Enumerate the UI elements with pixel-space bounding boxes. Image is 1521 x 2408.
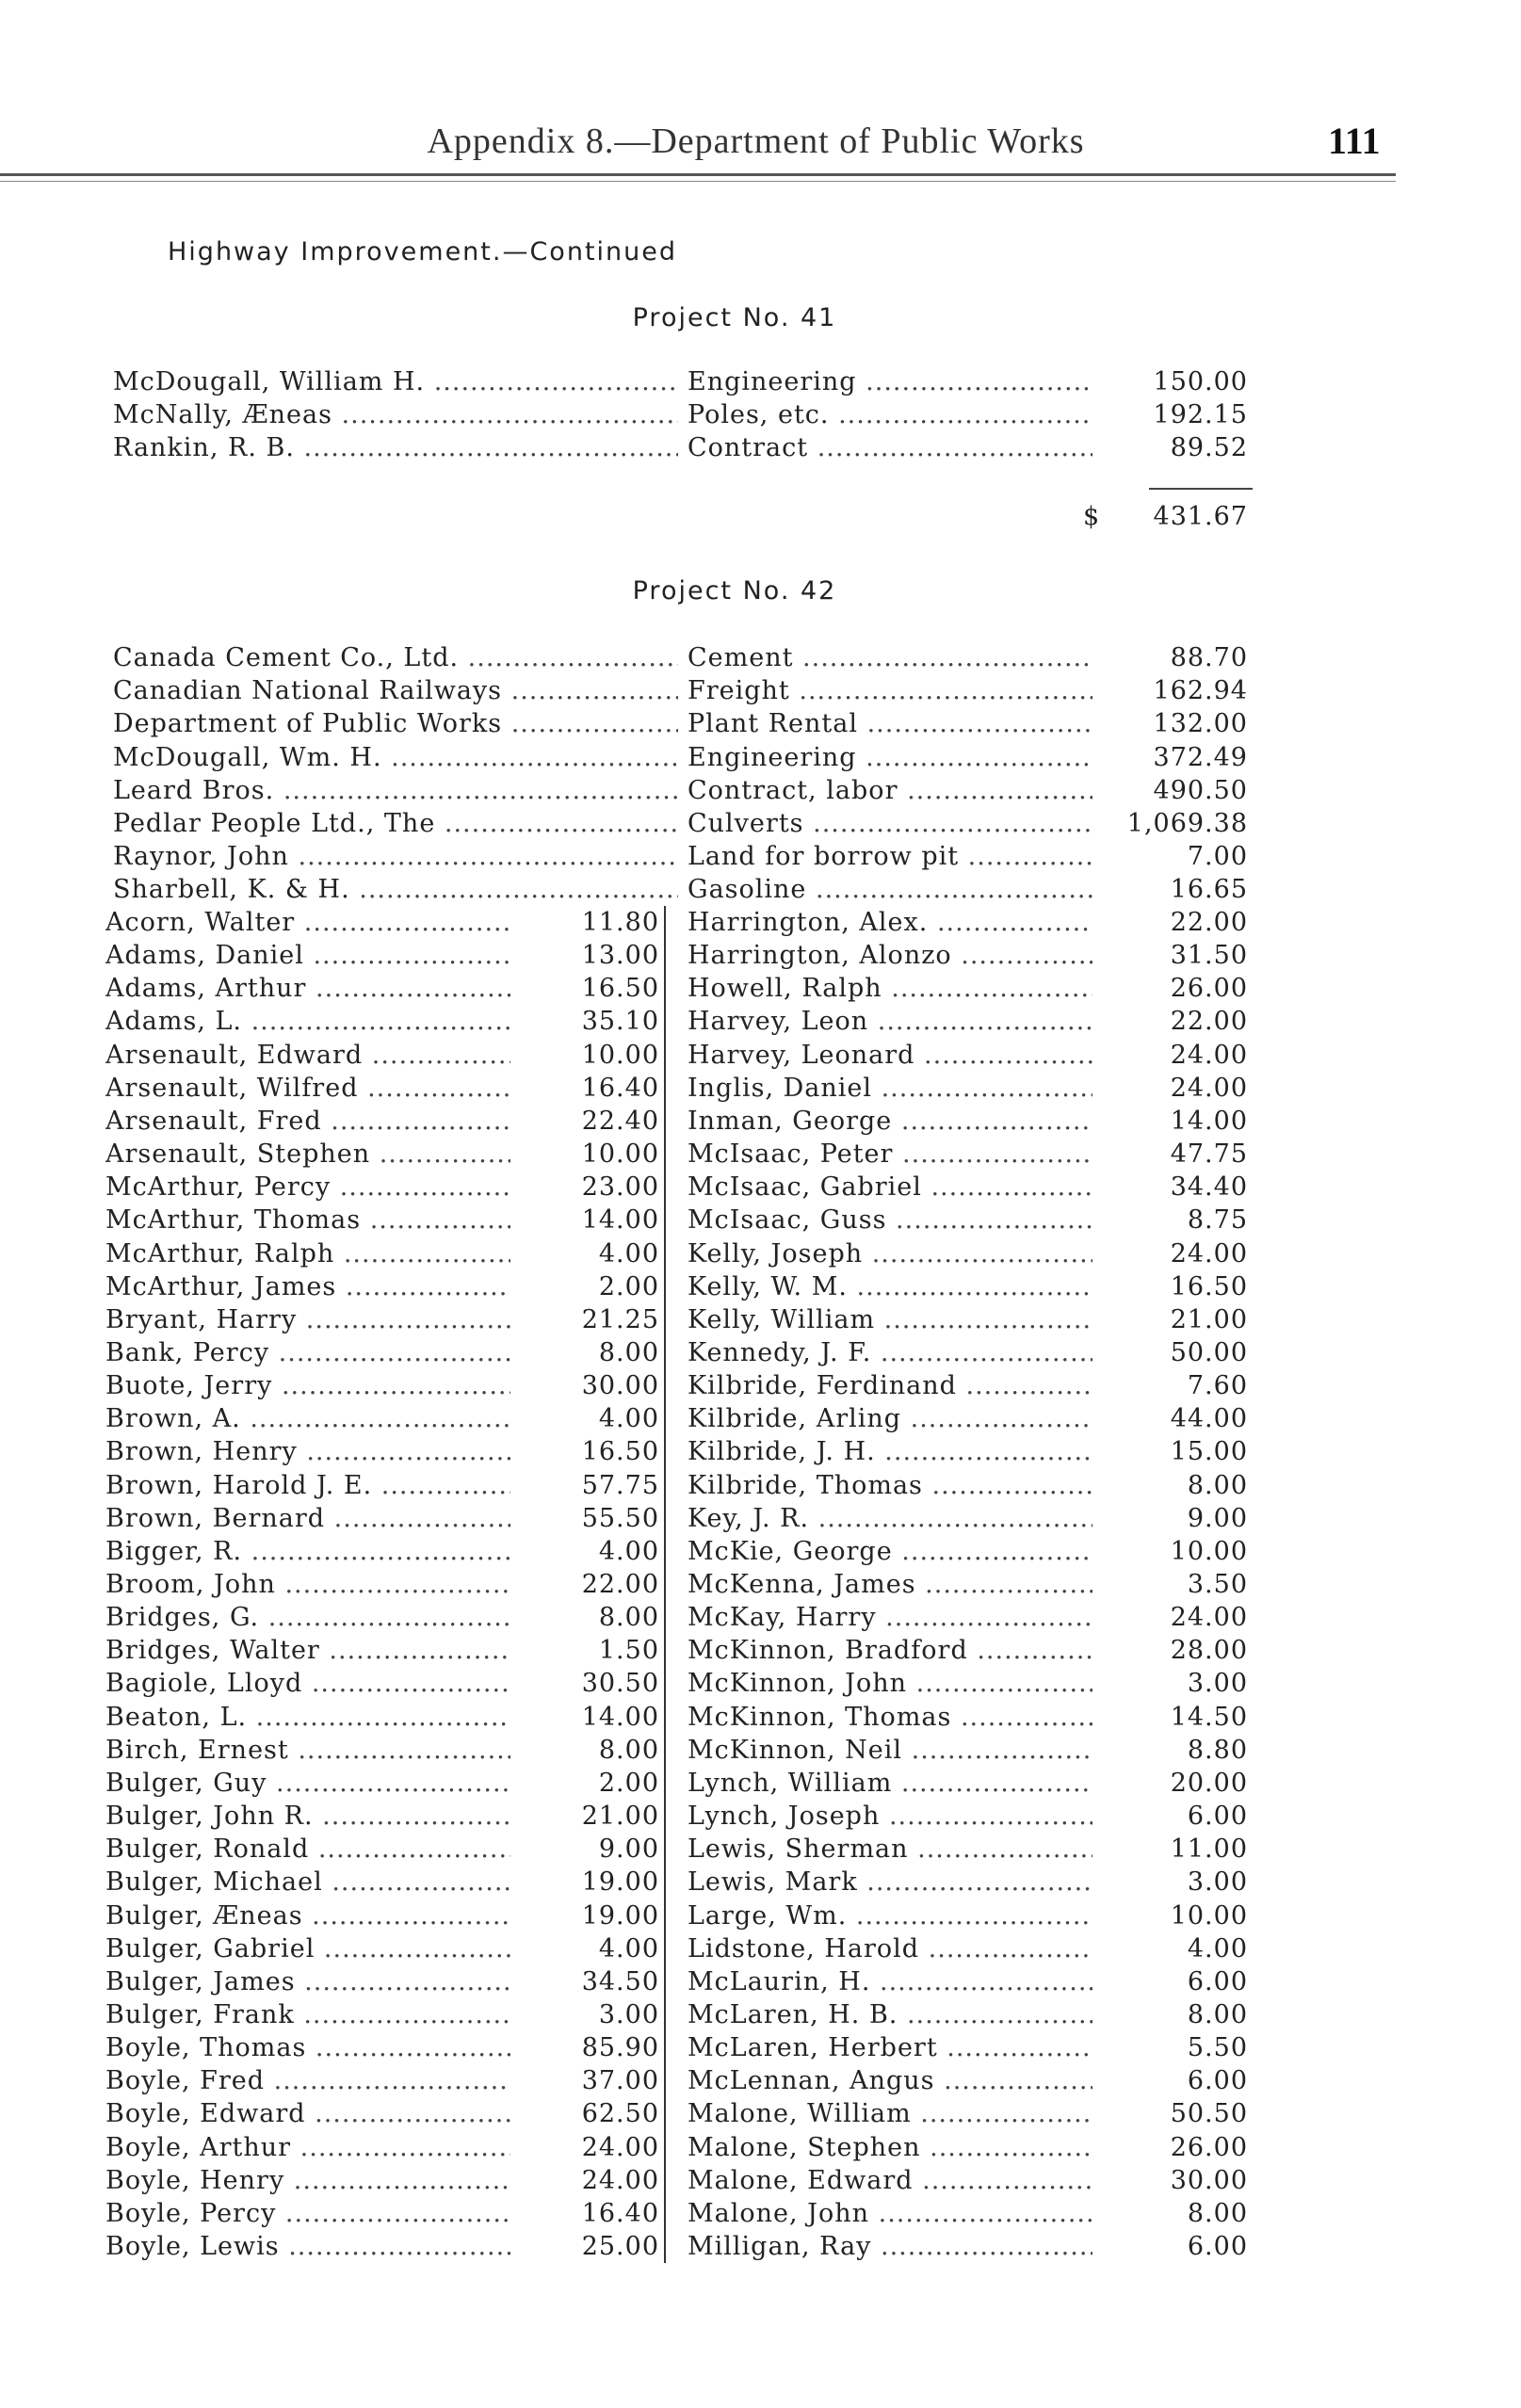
left-payment-amount: 2.00 (598, 1271, 659, 1301)
table-row (0, 1568, 1521, 1601)
payee-name: McNally, Æneas ..... (113, 398, 678, 431)
left-payment-amount: 10.00 (581, 1040, 659, 1070)
payee-name: Department of Public Works ..... (113, 707, 678, 740)
table-row (0, 1833, 1521, 1866)
left-payee-name: Bigger, R. ..... (105, 1535, 510, 1568)
payee-name: Sharbell, K. & H. ..... (113, 873, 678, 906)
left-payee-name: Brown, A. ..... (105, 1402, 510, 1435)
right-payee-name: McIsaac, Peter ..... (688, 1138, 1092, 1171)
left-payment-amount: 37.00 (581, 2066, 659, 2096)
right-payee-name: McKie, George ..... (688, 1535, 1092, 1568)
table-row (0, 1303, 1521, 1336)
left-payee-name: Bulger, Guy ..... (105, 1767, 510, 1800)
project-41-heading: Project No. 41 (632, 303, 837, 332)
payment-description: Freight ..... (688, 674, 1092, 707)
right-payee-name: Lewis, Mark ..... (688, 1866, 1092, 1899)
right-payment-amount: 8.00 (1187, 2198, 1248, 2228)
table-row (0, 1402, 1521, 1435)
left-payee-name: Boyle, Lewis ..... (105, 2230, 510, 2263)
header-rule (0, 173, 1396, 176)
payment-description: Engineering ..... (688, 365, 1092, 398)
left-payment-amount: 4.00 (598, 1238, 659, 1269)
left-payee-name: Bulger, Gabriel ..... (105, 1932, 510, 1965)
left-payment-amount: 85.90 (581, 2033, 659, 2063)
left-payee-name: Arsenault, Edward ..... (105, 1039, 510, 1072)
left-payment-amount: 11.80 (581, 908, 659, 937)
left-payee-name: Brown, Bernard ..... (105, 1502, 510, 1535)
table-row (0, 1866, 1521, 1899)
left-payment-amount: 30.50 (581, 1669, 659, 1699)
right-payee-name: Howell, Ralph ..... (688, 972, 1092, 1005)
left-payment-amount: 4.00 (598, 1404, 659, 1434)
table-row (0, 1734, 1521, 1767)
right-payment-amount: 26.00 (1170, 974, 1248, 1004)
left-payment-amount: 4.00 (598, 1536, 659, 1566)
left-payment-amount: 19.00 (581, 1867, 659, 1898)
left-payee-name: Adams, Daniel ..... (105, 939, 510, 972)
right-payment-amount: 10.00 (1170, 1900, 1248, 1931)
right-payee-name: McKinnon, John ..... (688, 1667, 1092, 1700)
table-row (0, 2097, 1521, 2130)
left-payment-amount: 62.50 (581, 2099, 659, 2129)
left-payee-name: Birch, Ernest ..... (105, 1734, 510, 1767)
table-row (0, 2197, 1521, 2230)
right-payment-amount: 50.00 (1170, 1337, 1248, 1367)
table-row (0, 1502, 1521, 1535)
right-payee-name: Harrington, Alonzo ..... (688, 939, 1092, 972)
left-payment-amount: 14.00 (581, 1205, 659, 1236)
right-payee-name: Large, Wm. ..... (688, 1899, 1092, 1932)
left-payment-amount: 34.50 (581, 1966, 659, 1996)
right-payment-amount: 31.50 (1170, 941, 1248, 971)
table-row (0, 431, 1521, 464)
table-row (0, 1270, 1521, 1303)
table-row (0, 1469, 1521, 1502)
payee-name: Canadian National Railways ..... (113, 674, 678, 707)
left-payee-name: Bulger, John R. ..... (105, 1800, 510, 1833)
left-payee-name: Buote, Jerry ..... (105, 1369, 510, 1402)
left-payee-name: Beaton, L. ..... (105, 1701, 510, 1734)
table-row (0, 1039, 1521, 1072)
right-payee-name: McKinnon, Thomas ..... (688, 1701, 1092, 1734)
table-row (0, 1005, 1521, 1038)
payment-description: Gasoline ..... (688, 873, 1092, 906)
table-row (0, 1105, 1521, 1138)
payee-name: Raynor, John ..... (113, 840, 678, 873)
right-payment-amount: 3.50 (1187, 1570, 1248, 1599)
right-payee-name: Kilbride, Ferdinand ..... (688, 1369, 1092, 1402)
right-payee-name: McIsaac, Guss ..... (688, 1204, 1092, 1236)
left-payee-name: Arsenault, Fred ..... (105, 1105, 510, 1138)
left-payment-amount: 4.00 (598, 1933, 659, 1964)
left-payment-amount: 24.00 (581, 2165, 659, 2195)
table-row (0, 873, 1521, 906)
table-row (0, 1171, 1521, 1204)
left-payee-name: Bulger, Æneas ..... (105, 1899, 510, 1932)
left-payee-name: Bulger, Frank ..... (105, 1998, 510, 2031)
right-payment-amount: 3.00 (1187, 1867, 1248, 1898)
table-row (0, 1072, 1521, 1105)
left-payee-name: McArthur, Thomas ..... (105, 1204, 510, 1236)
left-payee-name: Arsenault, Wilfred ..... (105, 1072, 510, 1105)
table-row (0, 774, 1521, 807)
right-payment-amount: 8.00 (1187, 1999, 1248, 2029)
right-payee-name: McLaren, H. B. ..... (688, 1998, 1092, 2031)
left-payee-name: Arsenault, Stephen ..... (105, 1138, 510, 1171)
right-payment-amount: 24.00 (1170, 1073, 1248, 1103)
payment-description: Plant Rental ..... (688, 707, 1092, 740)
right-payee-name: McKay, Harry ..... (688, 1601, 1092, 1634)
table-row (0, 1435, 1521, 1468)
right-payment-amount: 4.00 (1187, 1933, 1248, 1964)
payment-amount: 89.52 (1170, 433, 1248, 462)
left-payee-name: Bulger, Michael ..... (105, 1866, 510, 1899)
payment-amount: 1,069.38 (1126, 809, 1248, 838)
right-payment-amount: 28.00 (1170, 1636, 1248, 1666)
table-row (0, 398, 1521, 431)
left-payment-amount: 21.00 (581, 1802, 659, 1832)
left-payment-amount: 19.00 (581, 1900, 659, 1931)
left-payment-amount: 8.00 (598, 1603, 659, 1633)
left-payee-name: Bank, Percy ..... (105, 1336, 510, 1369)
dollar-sign: $ (1083, 502, 1100, 531)
left-payment-amount: 3.00 (598, 1999, 659, 2029)
page-number: 111 (1328, 120, 1381, 162)
left-payment-amount: 13.00 (581, 941, 659, 971)
table-row (0, 1204, 1521, 1236)
right-payee-name: Lidstone, Harold ..... (688, 1932, 1092, 1965)
table-row (0, 1965, 1521, 1998)
right-payment-amount: 6.00 (1187, 1802, 1248, 1832)
right-payment-amount: 22.00 (1170, 1007, 1248, 1037)
right-payment-amount: 24.00 (1170, 1238, 1248, 1269)
payment-amount: 132.00 (1153, 709, 1248, 739)
right-payee-name: McLennan, Angus ..... (688, 2064, 1092, 2097)
left-payee-name: McArthur, James ..... (105, 1270, 510, 1303)
right-payment-amount: 14.50 (1170, 1702, 1248, 1732)
table-row (0, 1336, 1521, 1369)
right-payment-amount: 8.75 (1187, 1205, 1248, 1236)
right-payee-name: Kilbride, J. H. ..... (688, 1435, 1092, 1468)
payee-name: McDougall, William H. ..... (113, 365, 678, 398)
table-row (0, 2031, 1521, 2064)
table-row (0, 1899, 1521, 1932)
right-payment-amount: 6.00 (1187, 2232, 1248, 2261)
left-payment-amount: 14.00 (581, 1702, 659, 1732)
right-payment-amount: 3.00 (1187, 1669, 1248, 1699)
table-row (0, 906, 1521, 939)
left-payment-amount: 16.50 (581, 1437, 659, 1467)
payment-amount: 16.65 (1170, 875, 1248, 905)
total-rule (1149, 488, 1253, 490)
table-row (0, 1138, 1521, 1171)
right-payment-amount: 24.00 (1170, 1040, 1248, 1070)
right-payment-amount: 24.00 (1170, 1603, 1248, 1633)
right-payee-name: Harrington, Alex. ..... (688, 906, 1092, 939)
left-payee-name: Bridges, Walter ..... (105, 1634, 510, 1667)
left-payee-name: Brown, Harold J. E. ..... (105, 1469, 510, 1502)
left-payment-amount: 10.00 (581, 1139, 659, 1170)
right-payment-amount: 21.00 (1170, 1304, 1248, 1334)
total-amount: 431.67 (1153, 502, 1248, 531)
right-payee-name: Kilbride, Arling ..... (688, 1402, 1092, 1435)
table-row (0, 1767, 1521, 1800)
left-payment-amount: 21.25 (581, 1304, 659, 1334)
table-row (0, 1701, 1521, 1734)
left-payee-name: Adams, L. ..... (105, 1005, 510, 1038)
left-payment-amount: 16.40 (581, 1073, 659, 1103)
right-payment-amount: 5.50 (1187, 2033, 1248, 2063)
right-payment-amount: 14.00 (1170, 1106, 1248, 1136)
right-payment-amount: 20.00 (1170, 1768, 1248, 1798)
table-row (0, 1369, 1521, 1402)
payee-name: Canada Cement Co., Ltd. ..... (113, 641, 678, 674)
table-row (0, 1932, 1521, 1965)
right-payment-amount: 7.60 (1187, 1371, 1248, 1401)
right-payee-name: Lynch, Joseph ..... (688, 1800, 1092, 1833)
right-payment-amount: 8.80 (1187, 1735, 1248, 1765)
left-payee-name: Bryant, Harry ..... (105, 1303, 510, 1336)
right-payee-name: McKinnon, Bradford ..... (688, 1634, 1092, 1667)
payment-amount: 88.70 (1170, 643, 1248, 672)
right-payee-name: Malone, Stephen ..... (688, 2131, 1092, 2164)
table-row (0, 2064, 1521, 2097)
left-payee-name: McArthur, Percy ..... (105, 1171, 510, 1204)
right-payment-amount: 11.00 (1170, 1834, 1248, 1865)
payment-amount: 7.00 (1187, 842, 1248, 872)
left-payee-name: Brown, Henry ..... (105, 1435, 510, 1468)
table-row (0, 2131, 1521, 2164)
table-row (0, 365, 1521, 398)
left-payee-name: Bagiole, Lloyd ..... (105, 1667, 510, 1700)
table-row (0, 2230, 1521, 2263)
right-payee-name: Malone, William ..... (688, 2097, 1092, 2130)
payment-amount: 372.49 (1153, 742, 1248, 772)
right-payment-amount: 50.50 (1170, 2099, 1248, 2129)
running-head: Appendix 8.—Department of Public Works (427, 121, 1085, 161)
right-payee-name: Lewis, Sherman ..... (688, 1833, 1092, 1866)
left-payment-amount: 8.00 (598, 1337, 659, 1367)
table-row (0, 840, 1521, 873)
left-payment-amount: 35.10 (581, 1007, 659, 1037)
project-42-heading: Project No. 42 (632, 576, 837, 606)
column-divider (664, 906, 666, 2263)
right-payment-amount: 26.00 (1170, 2132, 1248, 2162)
project-41-total (0, 499, 1521, 535)
payment-description: Contract ..... (688, 431, 1092, 464)
right-payment-amount: 30.00 (1170, 2165, 1248, 2195)
payment-description: Cement ..... (688, 641, 1092, 674)
table-row (0, 1800, 1521, 1833)
payment-amount: 192.15 (1153, 400, 1248, 429)
right-payee-name: McLaurin, H. ..... (688, 1965, 1092, 1998)
right-payment-amount: 34.40 (1170, 1172, 1248, 1203)
right-payee-name: McKinnon, Neil ..... (688, 1734, 1092, 1767)
right-payee-name: Malone, Edward ..... (688, 2164, 1092, 2197)
right-payment-amount: 16.50 (1170, 1271, 1248, 1301)
right-payee-name: Inman, George ..... (688, 1105, 1092, 1138)
table-row (0, 939, 1521, 972)
payee-name: McDougall, Wm. H. ..... (113, 741, 678, 774)
right-payee-name: Kelly, W. M. ..... (688, 1270, 1092, 1303)
left-payment-amount: 25.00 (581, 2232, 659, 2261)
table-row (0, 1601, 1521, 1634)
right-payee-name: Inglis, Daniel ..... (688, 1072, 1092, 1105)
left-payment-amount: 24.00 (581, 2132, 659, 2162)
payee-name: Rankin, R. B. ..... (113, 431, 678, 464)
left-payee-name: Adams, Arthur ..... (105, 972, 510, 1005)
right-payee-name: Lynch, William ..... (688, 1767, 1092, 1800)
payment-description: Land for borrow pit ..... (688, 840, 1092, 873)
table-row (0, 1634, 1521, 1667)
table-row (0, 1237, 1521, 1270)
payment-amount: 162.94 (1153, 676, 1248, 706)
right-payee-name: Harvey, Leonard ..... (688, 1039, 1092, 1072)
table-row (0, 807, 1521, 840)
header-rule-thin (0, 181, 1396, 182)
left-payee-name: Acorn, Walter ..... (105, 906, 510, 939)
table-row (0, 674, 1521, 707)
right-payment-amount: 10.00 (1170, 1536, 1248, 1566)
right-payee-name: Harvey, Leon ..... (688, 1005, 1092, 1038)
right-payment-amount: 8.00 (1187, 1470, 1248, 1500)
payment-description: Engineering ..... (688, 741, 1092, 774)
table-row (0, 1535, 1521, 1568)
right-payee-name: McIsaac, Gabriel ..... (688, 1171, 1092, 1204)
left-payment-amount: 55.50 (581, 1503, 659, 1533)
left-payee-name: Boyle, Henry ..... (105, 2164, 510, 2197)
right-payee-name: Kilbride, Thomas ..... (688, 1469, 1092, 1502)
left-payment-amount: 16.50 (581, 974, 659, 1004)
right-payee-name: Kelly, Joseph ..... (688, 1237, 1092, 1270)
right-payee-name: Kennedy, J. F. ..... (688, 1336, 1092, 1369)
left-payment-amount: 57.75 (581, 1470, 659, 1500)
payment-description: Contract, labor ..... (688, 774, 1092, 807)
table-row (0, 641, 1521, 674)
table-row (0, 1667, 1521, 1700)
left-payee-name: Broom, John ..... (105, 1568, 510, 1601)
left-payment-amount: 16.40 (581, 2198, 659, 2228)
payment-description: Poles, etc. ..... (688, 398, 1092, 431)
left-payment-amount: 30.00 (581, 1371, 659, 1401)
right-payment-amount: 6.00 (1187, 1966, 1248, 1996)
left-payee-name: Boyle, Edward ..... (105, 2097, 510, 2130)
table-row (0, 1998, 1521, 2031)
table-row (0, 707, 1521, 740)
payment-description: Culverts ..... (688, 807, 1092, 840)
left-payment-amount: 1.50 (598, 1636, 659, 1666)
left-payee-name: Boyle, Arthur ..... (105, 2131, 510, 2164)
left-payee-name: Bulger, James ..... (105, 1965, 510, 1998)
right-payment-amount: 15.00 (1170, 1437, 1248, 1467)
right-payment-amount: 6.00 (1187, 2066, 1248, 2096)
left-payee-name: McArthur, Ralph ..... (105, 1237, 510, 1270)
left-payment-amount: 23.00 (581, 1172, 659, 1203)
right-payment-amount: 47.75 (1170, 1139, 1248, 1170)
right-payee-name: McKenna, James ..... (688, 1568, 1092, 1601)
payee-name: Pedlar People Ltd., The ..... (113, 807, 678, 840)
left-payee-name: Boyle, Thomas ..... (105, 2031, 510, 2064)
left-payment-amount: 22.40 (581, 1106, 659, 1136)
section-title: Highway Improvement.—Continued (168, 237, 678, 267)
right-payment-amount: 22.00 (1170, 908, 1248, 937)
payee-name: Leard Bros. ..... (113, 774, 678, 807)
right-payee-name: Kelly, William ..... (688, 1303, 1092, 1336)
left-payment-amount: 8.00 (598, 1735, 659, 1765)
table-row (0, 972, 1521, 1005)
right-payment-amount: 44.00 (1170, 1404, 1248, 1434)
right-payment-amount: 9.00 (1187, 1503, 1248, 1533)
payment-amount: 150.00 (1153, 367, 1248, 396)
left-payment-amount: 22.00 (581, 1570, 659, 1599)
left-payee-name: Bulger, Ronald ..... (105, 1833, 510, 1866)
right-payee-name: Key, J. R. ..... (688, 1502, 1092, 1535)
right-payee-name: Milligan, Ray ..... (688, 2230, 1092, 2263)
right-payee-name: McLaren, Herbert ..... (688, 2031, 1092, 2064)
left-payee-name: Bridges, G. ..... (105, 1601, 510, 1634)
left-payee-name: Boyle, Percy ..... (105, 2197, 510, 2230)
left-payment-amount: 2.00 (598, 1768, 659, 1798)
left-payment-amount: 9.00 (598, 1834, 659, 1865)
payment-amount: 490.50 (1153, 775, 1248, 805)
table-row (0, 2164, 1521, 2197)
table-row (0, 741, 1521, 774)
left-payee-name: Boyle, Fred ..... (105, 2064, 510, 2097)
right-payee-name: Malone, John ..... (688, 2197, 1092, 2230)
